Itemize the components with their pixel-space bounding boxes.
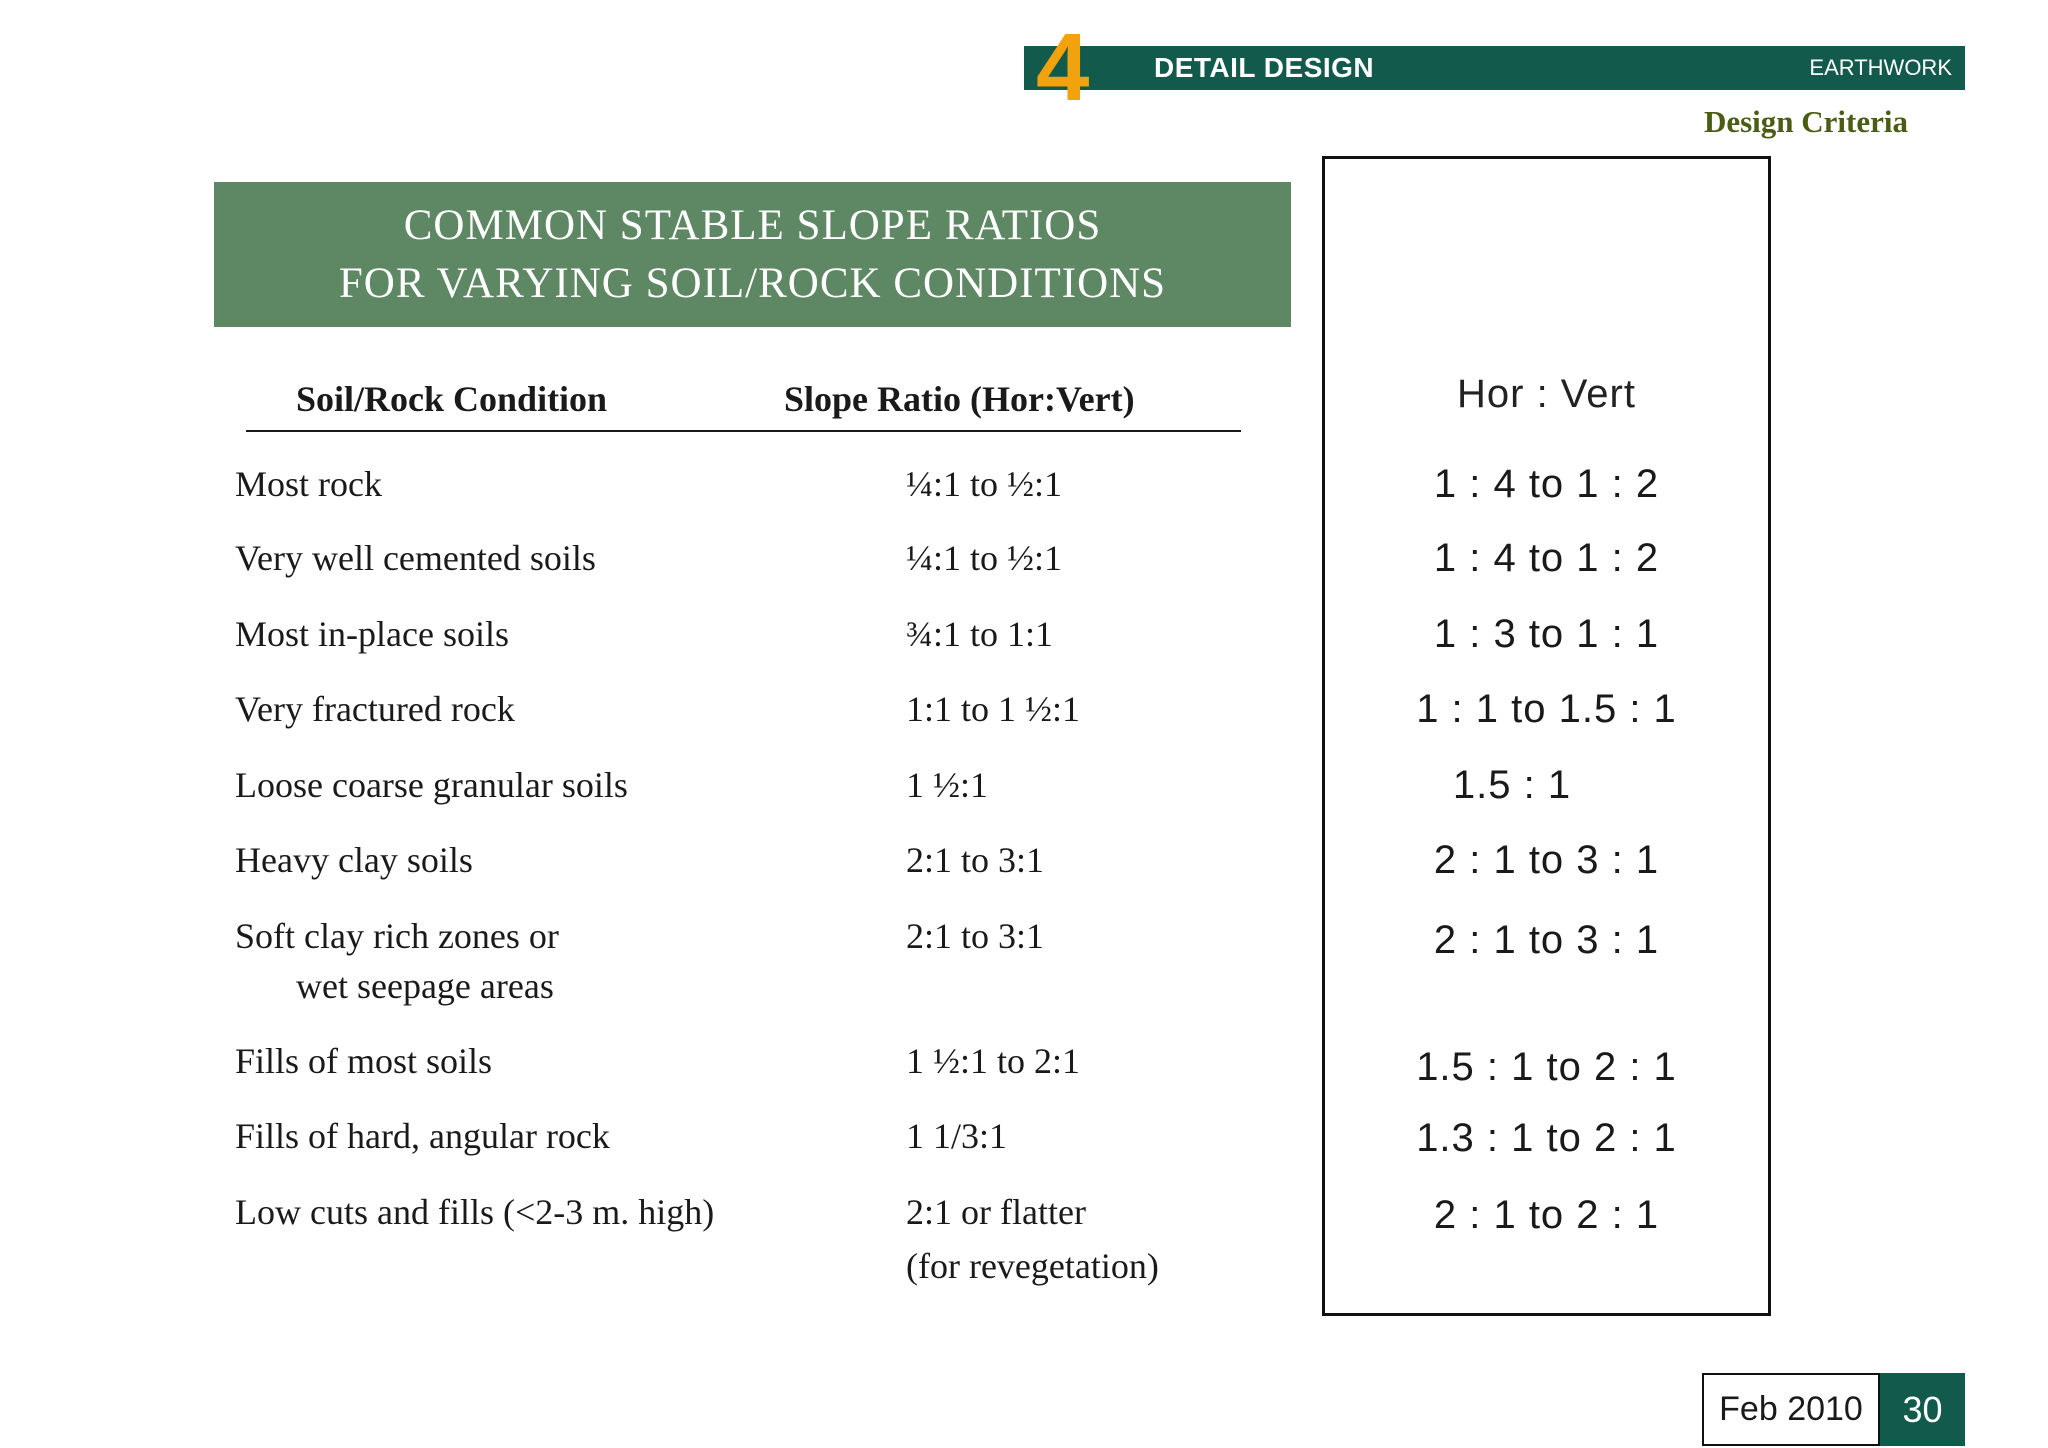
- column-header-condition: Soil/Rock Condition: [296, 379, 608, 419]
- subheading: Design Criteria: [1703, 104, 1908, 139]
- conversion-value: 2 : 1 to 3 : 1: [1433, 918, 1660, 962]
- conversion-value: 1.5 : 1: [1452, 763, 1572, 807]
- row-condition: Low cuts and fills (<2-3 m. high): [235, 1192, 715, 1232]
- conversion-value: 1 : 4 to 1 : 2: [1433, 462, 1660, 506]
- row-ratio: 2:1 to 3:1: [906, 840, 1045, 880]
- row-ratio: 1 1/3:1: [906, 1116, 1008, 1156]
- row-condition: Very well cemented soils: [235, 538, 596, 578]
- row-ratio: ¾:1 to 1:1: [906, 614, 1054, 654]
- row-condition: Fills of hard, angular rock: [235, 1116, 610, 1156]
- chapter-number: 4: [1036, 14, 1090, 121]
- conversion-value: 1 : 1 to 1.5 : 1: [1416, 687, 1677, 731]
- column-header-ratio: Slope Ratio (Hor:Vert): [784, 379, 1135, 419]
- header-title: DETAIL DESIGN: [1154, 52, 1375, 83]
- row-condition: Very fractured rock: [235, 689, 515, 729]
- page-number: 30: [1880, 1373, 1965, 1446]
- conversion-value: 1.3 : 1 to 2 : 1: [1416, 1116, 1677, 1160]
- conversion-value: 1.5 : 1 to 2 : 1: [1416, 1045, 1677, 1089]
- row-condition: Soft clay rich zones or: [235, 916, 559, 956]
- row-condition: Fills of most soils: [235, 1041, 493, 1081]
- row-ratio: 1 ½:1: [906, 765, 989, 805]
- row-condition-continued: wet seepage areas: [296, 966, 554, 1006]
- table-title-banner: [214, 182, 1291, 327]
- row-ratio: 1 ½:1 to 2:1: [906, 1041, 1081, 1081]
- row-ratio: 2:1 or flatter: [906, 1192, 1086, 1232]
- conversion-header: Hor : Vert: [1457, 372, 1636, 416]
- row-condition: Most in-place soils: [235, 614, 509, 654]
- row-ratio: ¼:1 to ½:1: [906, 464, 1063, 504]
- table-title-line-2: FOR VARYING SOIL/ROCK CONDITIONS: [338, 259, 1167, 307]
- footer-date: Feb 2010: [1702, 1373, 1880, 1446]
- row-ratio: 1:1 to 1 ½:1: [906, 689, 1081, 729]
- row-ratio: 2:1 to 3:1: [906, 916, 1045, 956]
- row-ratio: ¼:1 to ½:1: [906, 538, 1063, 578]
- table-title-line-1: COMMON STABLE SLOPE RATIOS: [403, 201, 1102, 249]
- conversion-value: 2 : 1 to 2 : 1: [1433, 1193, 1660, 1237]
- conversion-value: 1 : 3 to 1 : 1: [1433, 612, 1660, 656]
- row-ratio-note: (for revegetation): [906, 1246, 1159, 1286]
- conversion-value: 1 : 4 to 1 : 2: [1433, 536, 1660, 580]
- row-condition: Loose coarse granular soils: [235, 765, 628, 805]
- row-condition: Most rock: [235, 464, 382, 504]
- header-section: EARTHWORK: [1809, 55, 1952, 80]
- conversion-value: 2 : 1 to 3 : 1: [1433, 838, 1660, 882]
- header-divider: [246, 430, 1241, 432]
- row-condition: Heavy clay soils: [235, 840, 473, 880]
